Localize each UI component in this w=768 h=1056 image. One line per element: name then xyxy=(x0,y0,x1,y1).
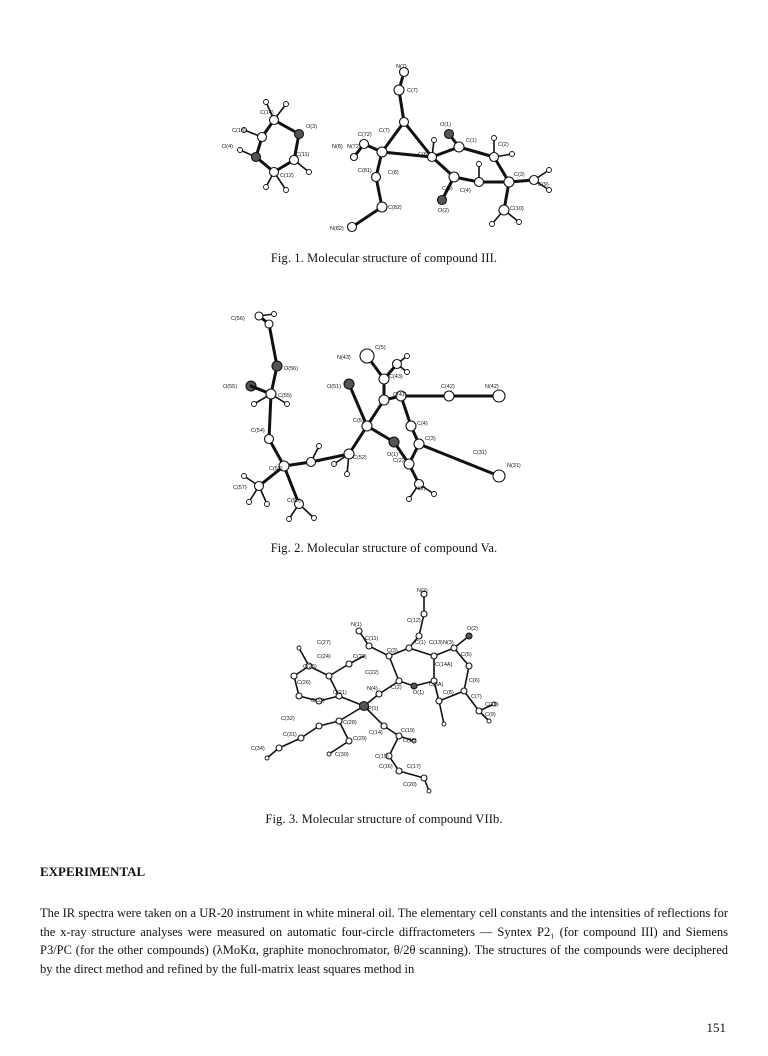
atom-label: C(13) xyxy=(429,640,443,646)
atom-label: O(2) xyxy=(467,626,478,632)
atom-label: N(82) xyxy=(330,226,344,232)
atom-label: N(72) xyxy=(347,144,361,150)
atom-label: C(42) xyxy=(441,384,455,390)
atom-label: C(1) xyxy=(415,640,426,646)
atom-label: C(31) xyxy=(283,732,297,738)
atom-label: C(20) xyxy=(403,782,417,788)
atom-label: C(5) xyxy=(353,418,364,424)
atom-label: N(3) xyxy=(443,640,454,646)
atom-label: C(7) xyxy=(407,88,418,94)
atom-label: C(3) xyxy=(514,172,525,178)
atom-label: N(43) xyxy=(337,355,351,361)
atom-label: C(11) xyxy=(365,636,379,642)
atom-label: O(1) xyxy=(387,452,398,458)
atom-label: O(2) xyxy=(438,208,449,214)
atom-label: O(4) xyxy=(222,144,233,150)
atom-label: C(5) xyxy=(442,186,453,192)
atom-label: C(26) xyxy=(297,680,311,686)
atom-label: C(54) xyxy=(251,428,265,434)
figure-2-molecule-drawing xyxy=(219,304,549,529)
atom-label: C(2) xyxy=(393,458,404,464)
atom-label: C(28) xyxy=(343,720,357,726)
atom-label: O(55) xyxy=(223,384,238,390)
atom-label: C(27) xyxy=(317,640,331,646)
atom-label: N(2) xyxy=(415,486,426,492)
atom-label: C(14) xyxy=(260,110,274,116)
atom-label: N(2) xyxy=(417,588,428,594)
atom-label: C(30) xyxy=(335,752,349,758)
atom-label: C(24) xyxy=(317,654,331,660)
atom-label: C(5) xyxy=(461,652,472,658)
atom-label: C(6) xyxy=(469,678,480,684)
atom-label: C(4) xyxy=(417,421,428,427)
figure-3-caption: Fig. 3. Molecular structure of compound VIIb. xyxy=(265,812,503,826)
atom-label: C(81) xyxy=(358,168,372,174)
atom-label: C(2) xyxy=(391,685,402,691)
atom-label: C(19) xyxy=(401,728,415,734)
atom-label: C(12) xyxy=(407,618,421,624)
atom-label: C(57) xyxy=(233,485,247,491)
atom-label: C(52) xyxy=(353,455,367,461)
atom-label: C(43) xyxy=(389,374,403,380)
atom-label: C(12) xyxy=(280,173,294,179)
figure-3 xyxy=(0,586,768,806)
figure-3-atom-labels xyxy=(251,588,499,788)
figure-3-molecule-drawing xyxy=(239,586,529,806)
atom-label: C(41) xyxy=(393,392,407,398)
atom-label: C(18) xyxy=(403,738,417,744)
atom-label: N(42) xyxy=(485,384,499,390)
figure-2 xyxy=(0,304,768,529)
section-heading: EXPERIMENTAL xyxy=(40,864,146,879)
atom-label: O(56) xyxy=(284,366,299,372)
atom-label: N(4) xyxy=(367,686,378,692)
atom-label: C(33) xyxy=(311,698,325,704)
atom-label: C(8) xyxy=(443,690,454,696)
figure-2-caption: Fig. 2. Molecular structure of compound Va. xyxy=(270,541,498,555)
atom-label: C(14A) xyxy=(435,662,453,668)
atom-label: C(34) xyxy=(251,746,265,752)
atom-label: O(51) xyxy=(327,384,342,390)
atom-label: C(53) xyxy=(269,466,283,472)
atom-label: C(3) xyxy=(387,648,398,654)
atom-label: C(55) xyxy=(278,393,292,399)
figure-2-atom-labels xyxy=(223,316,521,504)
atom-label: C(14) xyxy=(369,730,383,736)
atom-label: C(2) xyxy=(498,142,509,148)
atom-label: C(3) xyxy=(425,436,436,442)
atom-label: C(8) xyxy=(388,170,399,176)
atom-label: C(82) xyxy=(388,205,402,211)
atom-label: C(4) xyxy=(460,188,471,194)
figure-1 xyxy=(0,62,768,242)
atom-label: C(58) xyxy=(287,498,301,504)
atom-label: O(1) xyxy=(440,122,451,128)
atom-label: C(1) xyxy=(466,138,477,144)
page-number: 151 xyxy=(706,1020,726,1035)
atom-label: C(16) xyxy=(379,764,393,770)
figure-1-caption: Fig. 1. Molecular structure of compound III. xyxy=(270,251,498,265)
atom-label: P(1) xyxy=(368,706,379,712)
atom-label: C(5) xyxy=(375,345,386,351)
atom-label: C(10) xyxy=(485,702,499,708)
atom-label: N(31) xyxy=(507,463,521,469)
atom-label: C(15) xyxy=(375,754,389,760)
atom-label: C(11) xyxy=(296,152,310,158)
atom-label: C(17) xyxy=(407,764,421,770)
atom-label: C(21) xyxy=(333,690,347,696)
atom-label: N(8) xyxy=(332,144,343,150)
atom-label: C(32) xyxy=(281,716,295,722)
atom-label: C(7) xyxy=(379,128,390,134)
atom-label: C(8A) xyxy=(429,682,444,688)
atom-label: O(3) xyxy=(306,124,317,130)
atom-label: C(31) xyxy=(473,450,487,456)
figure-1-molecule-drawing xyxy=(204,62,564,242)
atom-label: C(29) xyxy=(353,736,367,742)
atom-label: C(25) xyxy=(303,664,317,670)
atom-label: N(7) xyxy=(396,64,407,70)
atom-label: C(56) xyxy=(231,316,245,322)
atom-label: C(9) xyxy=(485,712,496,718)
atom-label: N(1) xyxy=(351,622,362,628)
atom-label: C(72) xyxy=(358,132,372,138)
atom-label: C(10) xyxy=(510,206,524,212)
atom-label: C(7) xyxy=(471,694,482,700)
atom-label: O(1) xyxy=(413,690,424,696)
atom-label: C(9) xyxy=(538,182,549,188)
atom-label: C(13) xyxy=(232,128,246,134)
atom-label: C(6) xyxy=(418,152,429,158)
atom-label: C(22) xyxy=(365,670,379,676)
body-paragraph: The IR spectra were taken on a UR-20 instrument in white mineral oil. The elementary cell constants and the intensities of reflections for the x-ray structure analyses were measured on automatic four-circle diffractometers — Syntex P2₁ (for compound III) and Siemens P3/PC (for the other compounds) (λMoKα, graphite monochromator, θ/2θ scanning). The structures of the compounds were deciphered by the direct method and refined by the full-matrix least squares method in xyxy=(40,906,728,976)
atom-label: C(23) xyxy=(353,654,367,660)
